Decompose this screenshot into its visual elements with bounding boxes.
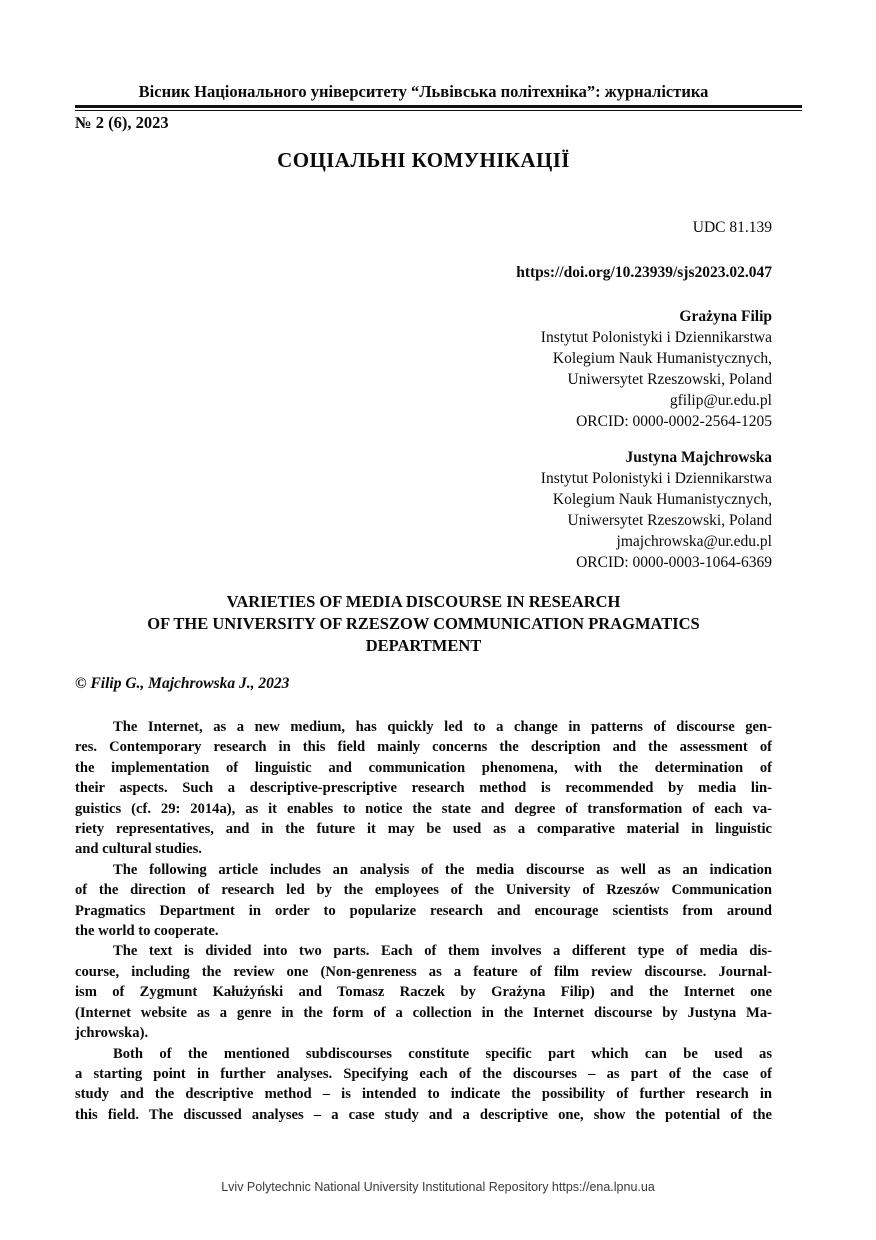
doi-link: https://doi.org/10.23939/sjs2023.02.047 bbox=[516, 264, 772, 281]
author-orcid: ORCID: 0000-0003-1064-6369 bbox=[576, 554, 772, 571]
body-text-line: Both of the mentioned subdiscourses constitute specific part which can be used as bbox=[113, 1045, 772, 1062]
body-text-line: course, including the review one (Non-genreness as a feature of film review discourse. Journal- bbox=[75, 963, 772, 980]
author-affiliation-line: Instytut Polonistyki i Dziennikarstwa bbox=[540, 329, 772, 346]
author-name: Grażyna Filip bbox=[679, 308, 772, 325]
body-text-line: res. Contemporary research in this field mainly concerns the description and the assessment of bbox=[75, 739, 772, 756]
author-block bbox=[75, 306, 772, 432]
paragraph bbox=[75, 941, 772, 1043]
body-text-line: of the direction of research led by the employees of the University of Rzeszów Communication bbox=[75, 882, 772, 899]
body-text-line: The Internet, as a new medium, has quickly led to a change in patterns of discourse gen- bbox=[113, 719, 772, 735]
paragraph bbox=[75, 1044, 772, 1126]
body-text-line: ism of Zygmunt Kałużyński and Tomasz Raczek by Grażyna Filip) and the Internet one bbox=[75, 984, 772, 1001]
article-title-line: OF THE UNIVERSITY OF RZESZOW COMMUNICATION PRAGMATICS bbox=[147, 614, 700, 633]
paragraph bbox=[75, 717, 772, 860]
author-affiliation-line: Uniwersytet Rzeszowski, Poland bbox=[567, 512, 772, 529]
body-text-line: this field. The discussed analyses – a case study and a descriptive one, show the potential of the bbox=[75, 1106, 772, 1123]
body-text-line: their aspects. Such a descriptive-prescriptive research method is recommended by media lin- bbox=[75, 780, 772, 797]
issue-number: № 2 (6), 2023 bbox=[75, 113, 169, 132]
body-text-line: guistics (cf. 29: 2014a), as it enables to notice the state and degree of transformation of each va- bbox=[75, 800, 772, 817]
body-text-line: (Internet website as a genre in the form of a collection in the Internet discourse by Justyna Ma- bbox=[75, 1004, 772, 1021]
author-affiliation-line: Instytut Polonistyki i Dziennikarstwa bbox=[540, 470, 772, 487]
section-title: СОЦІАЛЬНІ КОМУНІКАЦІЇ bbox=[277, 148, 570, 172]
article-title-line: DEPARTMENT bbox=[365, 636, 482, 655]
body-text-line: jchrowska). bbox=[75, 1025, 149, 1042]
author-email: jmajchrowska@ur.edu.pl bbox=[616, 533, 772, 550]
body-text-line: a starting point in further analyses. Specifying each of the discourses – as part of the case of bbox=[75, 1065, 772, 1082]
author-affiliation-line: Kolegium Nauk Humanistycznych, bbox=[552, 491, 772, 508]
body-text-line: and cultural studies. bbox=[75, 841, 202, 858]
journal-title: Вісник Національного університету “Львівська політехніка”: журналістика bbox=[138, 82, 709, 101]
body-text-line: Pragmatics Department in order to popularize research and encourage scientists from around bbox=[75, 902, 772, 919]
article-title-line: VARIETIES OF MEDIA DISCOURSE IN RESEARCH bbox=[226, 592, 621, 611]
author-name: Justyna Majchrowska bbox=[625, 449, 772, 466]
body-text-line: the world to cooperate. bbox=[75, 923, 219, 940]
author-affiliation-line: Uniwersytet Rzeszowski, Poland bbox=[567, 371, 772, 388]
paragraph bbox=[75, 860, 772, 942]
body-text-line: riety representatives, and in the future it may be used as a comparative material in linguistic bbox=[75, 821, 772, 838]
author-email: gfilip@ur.edu.pl bbox=[669, 392, 772, 409]
repository-footer: Lviv Polytechnic National University Institutional Repository https://ena.lpnu.ua bbox=[221, 1180, 655, 1194]
udc-code: UDC 81.139 bbox=[692, 219, 772, 236]
header-double-rule bbox=[75, 105, 802, 111]
author-block bbox=[75, 447, 772, 573]
author-affiliation-line: Kolegium Nauk Humanistycznych, bbox=[552, 350, 772, 367]
article-title bbox=[75, 591, 772, 657]
article-body bbox=[75, 717, 772, 1125]
author-orcid: ORCID: 0000-0002-2564-1205 bbox=[576, 413, 772, 430]
copyright-line: © Filip G., Majchrowska J., 2023 bbox=[75, 675, 290, 692]
body-text-line: The following article includes an analysis of the media discourse as well as an indication bbox=[113, 861, 772, 878]
body-text-line: study and the descriptive method – is intended to indicate the possibility of further research in bbox=[75, 1086, 772, 1103]
body-text-line: The text is divided into two parts. Each of them involves a different type of media dis- bbox=[113, 943, 772, 960]
body-text-line: the implementation of linguistic and communication phenomena, with the determination of bbox=[75, 759, 772, 776]
page-content bbox=[75, 82, 772, 1125]
